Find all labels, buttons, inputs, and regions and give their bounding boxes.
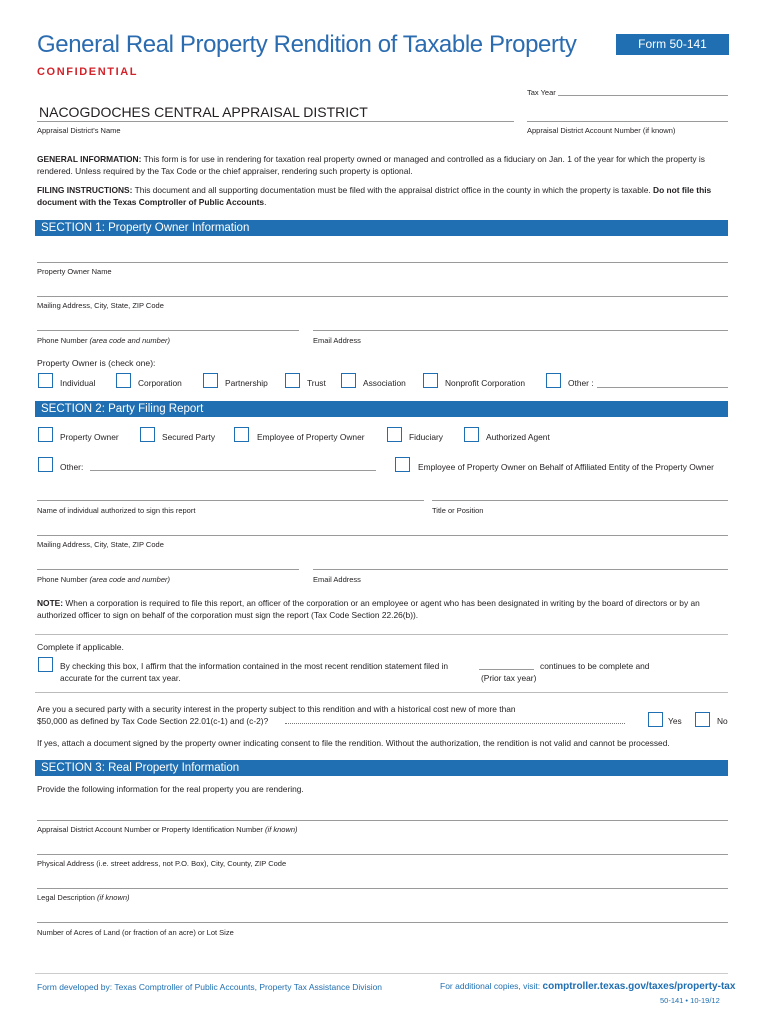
- acres-field[interactable]: [37, 922, 728, 923]
- physical-address-field[interactable]: [37, 854, 728, 855]
- checkbox-authorized-agent[interactable]: [464, 427, 479, 442]
- confidential-label: CONFIDENTIAL: [37, 66, 139, 78]
- district-name-label: Appraisal District's Name: [37, 126, 121, 135]
- checkbox-fiduciary[interactable]: [387, 427, 402, 442]
- footer-divider: [35, 973, 728, 974]
- filer-phone-hint: (area code and number): [89, 575, 171, 584]
- signer-name-label: Name of individual authorized to sign this report: [37, 506, 196, 515]
- property-account-hint: (if known): [265, 825, 298, 834]
- filer-email-label: Email Address: [313, 575, 361, 584]
- filing-instructions: [37, 184, 727, 208]
- form-title: General Real Property Rendition of Taxable Property: [37, 31, 577, 58]
- footer-developer: Form developed by: Texas Comptroller of Public Accounts, Property Tax Assistance Division: [37, 982, 383, 992]
- owner-mailing-field[interactable]: [37, 296, 728, 297]
- owner-email-field[interactable]: [313, 330, 728, 331]
- filing-end: .: [264, 197, 267, 207]
- district-name-field[interactable]: [37, 121, 514, 122]
- affirm-text-2: continues to be complete and: [540, 661, 650, 671]
- filer-phone-label: [37, 575, 170, 584]
- note-text: When a corporation is required to file this report, an officer of the corporation or an employee or agent who has been designated in writing by the board of directors or by an authorized officer to sign on behalf of the corporation must sign the report (Tax Code Section 22.26(b)).: [37, 598, 700, 620]
- footer-copies-prefix: For additional copies, visit:: [440, 981, 541, 991]
- label-affiliated-employee: Employee of Property Owner on Behalf of Affiliated Entity of the Property Owner: [418, 462, 714, 472]
- other-filer-field[interactable]: [90, 470, 376, 471]
- section-3-intro: Provide the following information for the real property you are rendering.: [37, 784, 304, 794]
- label-partnership: Partnership: [225, 378, 268, 388]
- secured-question-2: $50,000 as defined by Tax Code Section 22.01(c-1) and (c-2)?: [37, 716, 269, 726]
- tax-year-field[interactable]: [558, 95, 728, 96]
- filing-lead: FILING INSTRUCTIONS:: [37, 185, 133, 195]
- prior-year-label: (Prior tax year): [481, 673, 537, 683]
- general-info-lead: GENERAL INFORMATION:: [37, 154, 142, 164]
- checkbox-employee[interactable]: [234, 427, 249, 442]
- filer-mailing-label: Mailing Address, City, State, ZIP Code: [37, 540, 164, 549]
- physical-address-label: Physical Address (i.e. street address, not P.O. Box), City, County, ZIP Code: [37, 859, 287, 868]
- filer-mailing-field[interactable]: [37, 535, 728, 536]
- affirm-text-3: accurate for the current tax year.: [60, 673, 181, 683]
- label-no: No: [717, 716, 728, 726]
- label-authorized-agent: Authorized Agent: [486, 432, 550, 442]
- secured-question-1: Are you a secured party with a security interest in the property subject to this rendition and with a historical cost new of more than: [37, 704, 516, 714]
- checkbox-affirm-prior[interactable]: [38, 657, 53, 672]
- other-owner-field[interactable]: [597, 387, 728, 388]
- owner-phone-label: [37, 336, 170, 345]
- checkbox-property-owner[interactable]: [38, 427, 53, 442]
- filing-text: This document and all supporting documentation must be filed with the appraisal district office in the county in which the property is taxable.: [134, 185, 651, 195]
- checkbox-individual[interactable]: [38, 373, 53, 388]
- signer-name-field[interactable]: [37, 500, 424, 501]
- label-association: Association: [363, 378, 406, 388]
- affirm-text-1: By checking this box, I affirm that the information contained in the most recent rendition statement filed in: [60, 661, 449, 671]
- signer-title-field[interactable]: [432, 500, 728, 501]
- tax-year-label: Tax Year: [527, 88, 556, 97]
- property-account-label: [37, 825, 298, 834]
- filer-email-field[interactable]: [313, 569, 728, 570]
- owner-email-label: Email Address: [313, 336, 361, 345]
- label-fiduciary: Fiduciary: [409, 432, 443, 442]
- label-other-owner: Other :: [568, 378, 594, 388]
- owner-type-label: Property Owner is (check one):: [37, 358, 156, 368]
- label-yes: Yes: [668, 716, 682, 726]
- divider-1: [35, 634, 728, 635]
- prior-year-field[interactable]: [479, 669, 534, 670]
- owner-name-label: Property Owner Name: [37, 267, 112, 276]
- owner-name-field[interactable]: [37, 262, 728, 263]
- acres-label: Number of Acres of Land (or fraction of an acre) or Lot Size: [37, 928, 234, 937]
- footer-copies: [440, 981, 735, 992]
- label-nonprofit: Nonprofit Corporation: [445, 378, 526, 388]
- checkbox-yes[interactable]: [648, 712, 663, 727]
- legal-description-label: [37, 893, 130, 902]
- section-2-header: SECTION 2: Party Filing Report: [35, 401, 728, 417]
- property-account-text: Appraisal District Account Number or Property Identification Number: [37, 825, 263, 834]
- owner-phone-field[interactable]: [37, 330, 299, 331]
- footer-form-code: 50-141 • 10-19/12: [660, 996, 720, 1005]
- account-number-field[interactable]: [527, 121, 728, 122]
- checkbox-partnership[interactable]: [203, 373, 218, 388]
- property-account-field[interactable]: [37, 820, 728, 821]
- corporation-note: [37, 597, 727, 621]
- label-secured-party: Secured Party: [162, 432, 216, 442]
- checkbox-other-owner[interactable]: [546, 373, 561, 388]
- signer-title-label: Title or Position: [432, 506, 484, 515]
- checkbox-association[interactable]: [341, 373, 356, 388]
- label-corporation: Corporation: [138, 378, 182, 388]
- label-trust: Trust: [307, 378, 326, 388]
- checkbox-other-filer[interactable]: [38, 457, 53, 472]
- legal-description-field[interactable]: [37, 888, 728, 889]
- legal-description-hint: (if known): [97, 893, 130, 902]
- general-info-text: This form is for use in rendering for taxation real property owned or managed and controlled as a fiduciary on Jan. 1 of the year for which the property is rendered. Unless required by the Tax Code or the chief appraiser, rendering such property is optional.: [37, 154, 705, 176]
- owner-phone-hint: (area code and number): [89, 336, 171, 345]
- district-name-value: NACOGDOCHES CENTRAL APPRAISAL DISTRICT: [39, 104, 368, 120]
- filer-phone-text: Phone Number: [37, 575, 88, 584]
- form-number-badge: Form 50-141: [616, 34, 729, 55]
- label-other-filer: Other:: [60, 462, 84, 472]
- footer-url-link[interactable]: comptroller.texas.gov/taxes/property-tax: [542, 981, 736, 992]
- account-number-label: Appraisal District Account Number (if known): [527, 126, 676, 135]
- checkbox-nonprofit[interactable]: [423, 373, 438, 388]
- checkbox-affiliated-employee[interactable]: [395, 457, 410, 472]
- general-information: [37, 153, 727, 177]
- dot-leader: [285, 723, 625, 724]
- note-lead: NOTE:: [37, 598, 64, 608]
- checkbox-secured-party[interactable]: [140, 427, 155, 442]
- checkbox-corporation[interactable]: [116, 373, 131, 388]
- filer-phone-field[interactable]: [37, 569, 299, 570]
- filing-bold: Do not file this document with the Texas Comptroller of Public Accounts: [37, 185, 712, 207]
- checkbox-trust[interactable]: [285, 373, 300, 388]
- section-1-header: SECTION 1: Property Owner Information: [35, 220, 728, 236]
- label-property-owner: Property Owner: [60, 432, 119, 442]
- if-yes-text: If yes, attach a document signed by the property owner indicating consent to file the rendition. Without the authorization, the rendition is not valid and cannot be processed.: [37, 738, 670, 748]
- owner-mailing-label: Mailing Address, City, State, ZIP Code: [37, 301, 164, 310]
- legal-description-text: Legal Description: [37, 893, 95, 902]
- label-individual: Individual: [60, 378, 96, 388]
- section-3-header: SECTION 3: Real Property Information: [35, 760, 728, 776]
- complete-if-applicable: Complete if applicable.: [37, 642, 124, 652]
- checkbox-no[interactable]: [695, 712, 710, 727]
- owner-phone-text: Phone Number: [37, 336, 88, 345]
- label-employee: Employee of Property Owner: [257, 432, 365, 442]
- divider-2: [35, 692, 728, 693]
